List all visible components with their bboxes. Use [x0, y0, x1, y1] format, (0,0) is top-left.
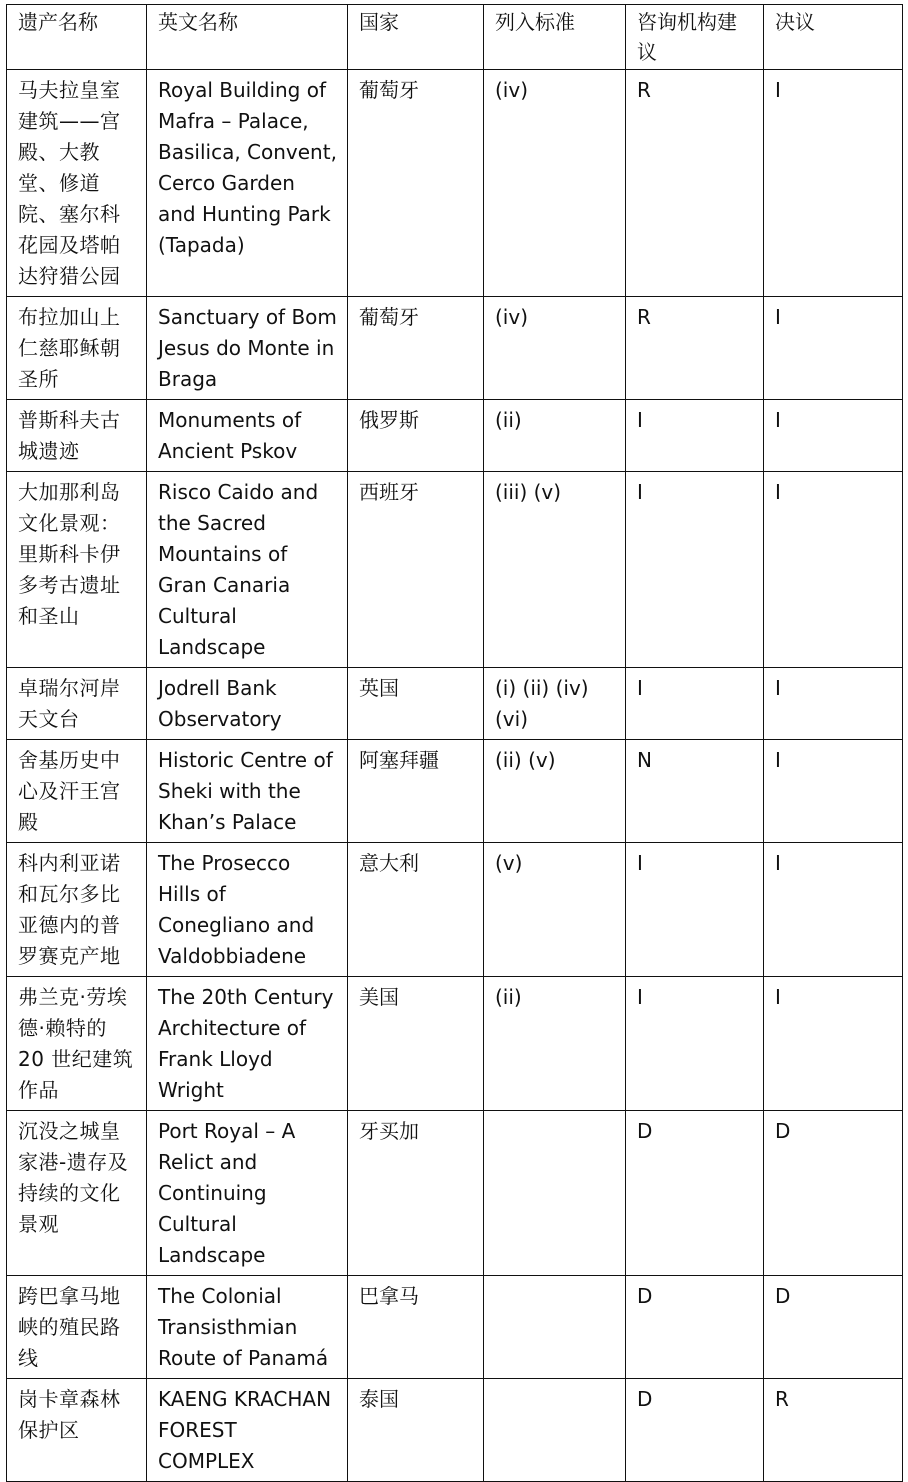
table-row — [7, 70, 903, 297]
cell-heritage-name: 弗兰克·劳埃德·赖特的 20 世纪建筑作品 — [7, 977, 147, 1111]
cell-english-name: Royal Building of Mafra – Palace, Basilica, Convent, Cerco Garden and Hunting Park (Tapada) — [147, 70, 348, 297]
cell-advisory-recommendation: D — [626, 1111, 764, 1276]
cell-decision: I — [764, 400, 903, 472]
cell-advisory-recommendation: I — [626, 977, 764, 1111]
cell-decision: D — [764, 1276, 903, 1379]
cell-heritage-name: 岗卡章森林保护区 — [7, 1379, 147, 1482]
cell-criteria: (ii) (v) — [484, 740, 626, 843]
cell-country: 巴拿马 — [348, 1276, 484, 1379]
cell-english-name: Jodrell Bank Observatory — [147, 668, 348, 740]
cell-english-name: Risco Caido and the Sacred Mountains of Gran Canaria Cultural Landscape — [147, 472, 348, 668]
table-body — [7, 70, 903, 1482]
cell-advisory-recommendation: I — [626, 472, 764, 668]
cell-country: 俄罗斯 — [348, 400, 484, 472]
cell-country: 牙买加 — [348, 1111, 484, 1276]
table-row — [7, 668, 903, 740]
cell-english-name: The Prosecco Hills of Conegliano and Valdobbiadene — [147, 843, 348, 977]
cell-advisory-recommendation: I — [626, 843, 764, 977]
cell-advisory-recommendation: N — [626, 740, 764, 843]
cell-criteria: (iv) — [484, 297, 626, 400]
cell-criteria: (iv) — [484, 70, 626, 297]
header-country: 国家 — [348, 5, 484, 70]
cell-advisory-recommendation: I — [626, 668, 764, 740]
cell-country: 葡萄牙 — [348, 70, 484, 297]
header-advisory-recommendation: 咨询机构建议 — [626, 5, 764, 70]
cell-advisory-recommendation: R — [626, 70, 764, 297]
cell-english-name: Historic Centre of Sheki with the Khan’s Palace — [147, 740, 348, 843]
table-row — [7, 977, 903, 1111]
cell-country: 英国 — [348, 668, 484, 740]
cell-country: 阿塞拜疆 — [348, 740, 484, 843]
cell-criteria — [484, 1111, 626, 1276]
cell-heritage-name: 布拉加山上仁慈耶稣朝圣所 — [7, 297, 147, 400]
cell-criteria: (i) (ii) (iv) (vi) — [484, 668, 626, 740]
cell-decision: I — [764, 740, 903, 843]
cell-advisory-recommendation: I — [626, 400, 764, 472]
cell-advisory-recommendation: D — [626, 1276, 764, 1379]
cell-criteria: (ii) — [484, 977, 626, 1111]
cell-country: 西班牙 — [348, 472, 484, 668]
cell-english-name: Port Royal – A Relict and Continuing Cultural Landscape — [147, 1111, 348, 1276]
table-row — [7, 1276, 903, 1379]
cell-heritage-name: 普斯科夫古城遗迹 — [7, 400, 147, 472]
cell-heritage-name: 卓瑞尔河岸天文台 — [7, 668, 147, 740]
cell-decision: R — [764, 1379, 903, 1482]
cell-decision: I — [764, 70, 903, 297]
cell-advisory-recommendation: R — [626, 297, 764, 400]
table-row — [7, 297, 903, 400]
table-row — [7, 740, 903, 843]
cell-country: 美国 — [348, 977, 484, 1111]
cell-heritage-name: 大加那利岛文化景观：里斯科卡伊多考古遗址和圣山 — [7, 472, 147, 668]
cell-english-name: Monuments of Ancient Pskov — [147, 400, 348, 472]
table-header-row — [7, 5, 903, 70]
cell-country: 葡萄牙 — [348, 297, 484, 400]
cell-decision: I — [764, 843, 903, 977]
cell-country: 泰国 — [348, 1379, 484, 1482]
cell-decision: I — [764, 668, 903, 740]
cell-decision: I — [764, 977, 903, 1111]
cell-heritage-name: 马夫拉皇室建筑——宫殿、大教堂、修道院、塞尔科花园及塔帕达狩猎公园 — [7, 70, 147, 297]
table-row — [7, 843, 903, 977]
table-row — [7, 1111, 903, 1276]
header-heritage-name: 遗产名称 — [7, 5, 147, 70]
cell-criteria: (v) — [484, 843, 626, 977]
header-criteria: 列入标准 — [484, 5, 626, 70]
cell-heritage-name: 科内利亚诺和瓦尔多比亚德内的普罗赛克产地 — [7, 843, 147, 977]
cell-english-name: The Colonial Transisthmian Route of Panamá — [147, 1276, 348, 1379]
cell-english-name: The 20th Century Architecture of Frank Lloyd Wright — [147, 977, 348, 1111]
cell-country: 意大利 — [348, 843, 484, 977]
header-english-name: 英文名称 — [147, 5, 348, 70]
header-decision: 决议 — [764, 5, 903, 70]
cell-decision: I — [764, 297, 903, 400]
table-row — [7, 1379, 903, 1482]
cell-heritage-name: 沉没之城皇家港-遗存及持续的文化景观 — [7, 1111, 147, 1276]
cell-criteria: (iii) (v) — [484, 472, 626, 668]
table-row — [7, 400, 903, 472]
cell-decision: I — [764, 472, 903, 668]
cell-heritage-name: 跨巴拿马地峡的殖民路线 — [7, 1276, 147, 1379]
cell-criteria — [484, 1379, 626, 1482]
cell-criteria — [484, 1276, 626, 1379]
heritage-table — [6, 4, 903, 1482]
cell-advisory-recommendation: D — [626, 1379, 764, 1482]
cell-decision: D — [764, 1111, 903, 1276]
cell-criteria: (ii) — [484, 400, 626, 472]
cell-english-name: Sanctuary of Bom Jesus do Monte in Braga — [147, 297, 348, 400]
cell-english-name: KAENG KRACHAN FOREST COMPLEX — [147, 1379, 348, 1482]
table-row — [7, 472, 903, 668]
cell-heritage-name: 舍基历史中心及汗王宫殿 — [7, 740, 147, 843]
